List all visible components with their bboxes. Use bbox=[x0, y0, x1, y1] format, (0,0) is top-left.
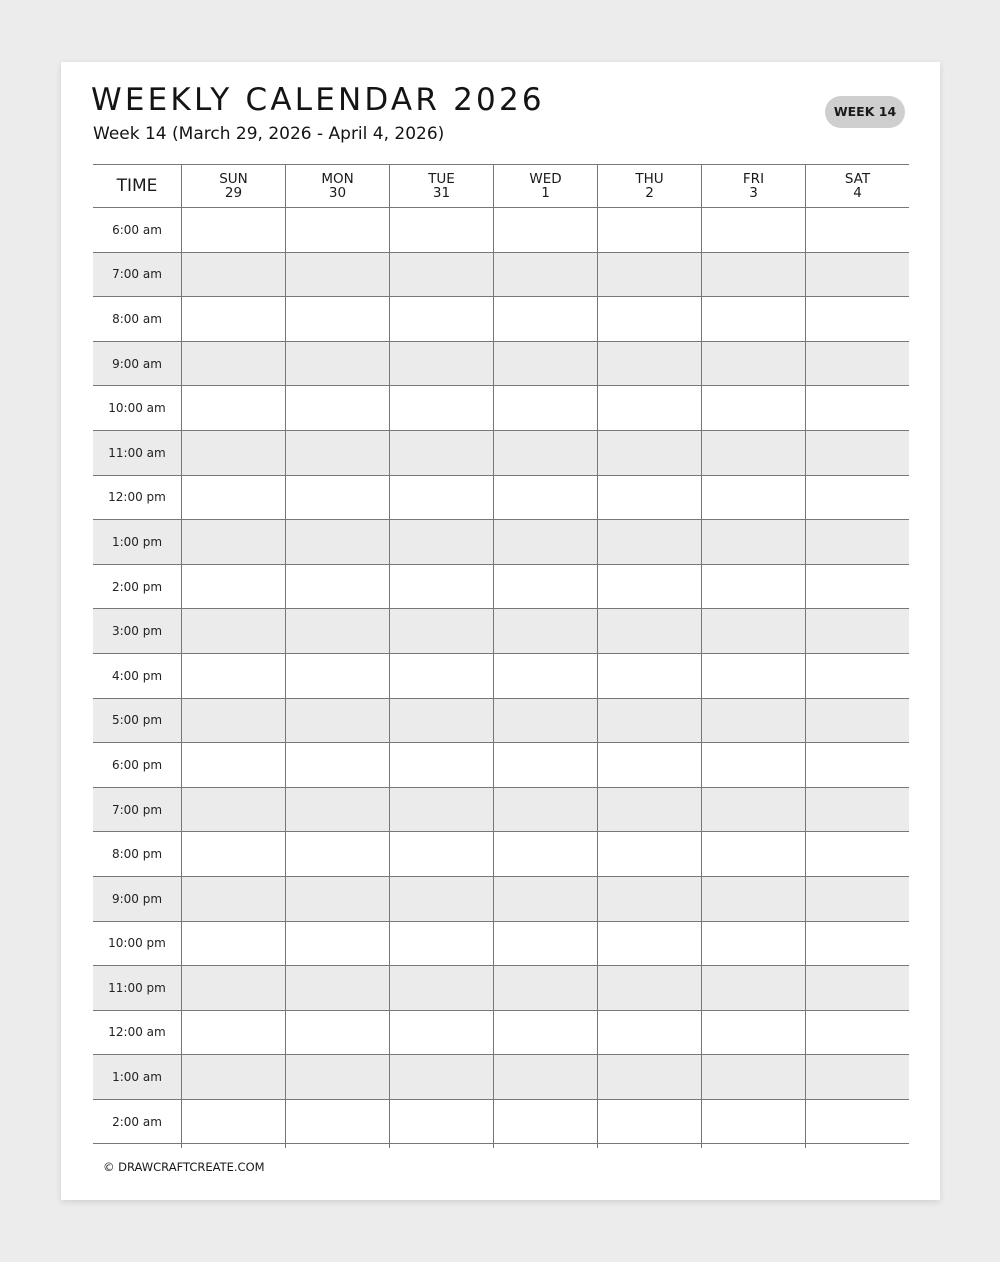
time-row bbox=[93, 922, 909, 967]
slot-cell-tue[interactable] bbox=[389, 877, 493, 921]
slot-cell-fri[interactable] bbox=[701, 208, 805, 252]
slot-cell-sat[interactable] bbox=[805, 1100, 909, 1144]
slot-cell-tue[interactable] bbox=[389, 1100, 493, 1144]
slot-cell-mon[interactable] bbox=[285, 699, 389, 743]
slot-cell-fri[interactable] bbox=[701, 1011, 805, 1055]
day-name: THU bbox=[635, 171, 664, 187]
tail-spacer bbox=[597, 1144, 701, 1148]
slot-cell-sun[interactable] bbox=[181, 1011, 285, 1055]
slot-cell-tue[interactable] bbox=[389, 699, 493, 743]
time-row bbox=[93, 966, 909, 1011]
time-row bbox=[93, 1100, 909, 1145]
slot-cell-thu[interactable] bbox=[597, 476, 701, 520]
slot-cell-fri[interactable] bbox=[701, 476, 805, 520]
slot-cell-wed[interactable] bbox=[493, 253, 597, 297]
tail-spacer bbox=[389, 1144, 493, 1148]
slot-cell-thu[interactable] bbox=[597, 609, 701, 653]
slot-cell-sat[interactable] bbox=[805, 788, 909, 832]
slot-cell-thu[interactable] bbox=[597, 565, 701, 609]
slot-cell-sun[interactable] bbox=[181, 297, 285, 341]
tail-spacer bbox=[93, 1144, 181, 1148]
slot-cell-tue[interactable] bbox=[389, 565, 493, 609]
slot-cell-sat[interactable] bbox=[805, 253, 909, 297]
slot-cell-fri[interactable] bbox=[701, 431, 805, 475]
slot-cell-sat[interactable] bbox=[805, 877, 909, 921]
time-label: 8:00 am bbox=[112, 311, 162, 326]
slot-cell-sun[interactable] bbox=[181, 654, 285, 698]
slot-cell-thu[interactable] bbox=[597, 208, 701, 252]
slot-cell-fri[interactable] bbox=[701, 877, 805, 921]
slot-cell-wed[interactable] bbox=[493, 1011, 597, 1055]
day-name: SUN bbox=[219, 171, 248, 187]
slot-cell-mon[interactable] bbox=[285, 253, 389, 297]
tail-spacer bbox=[701, 1144, 805, 1148]
time-label: 6:00 pm bbox=[111, 757, 163, 772]
slot-cell-fri[interactable] bbox=[701, 1055, 805, 1099]
slot-cell-sun[interactable] bbox=[181, 520, 285, 564]
slot-cell-sun[interactable] bbox=[181, 966, 285, 1010]
slot-cell-sun[interactable] bbox=[181, 253, 285, 297]
slot-cell-sat[interactable] bbox=[805, 1055, 909, 1099]
slot-cell-mon[interactable] bbox=[285, 342, 389, 386]
slot-cell-mon[interactable] bbox=[285, 788, 389, 832]
slot-cell-sat[interactable] bbox=[805, 699, 909, 743]
time-label: 1:00 am bbox=[112, 1070, 162, 1085]
day-header-mon bbox=[285, 165, 389, 207]
slot-cell-sat[interactable] bbox=[805, 297, 909, 341]
slot-cell-tue[interactable] bbox=[389, 253, 493, 297]
slot-cell-mon[interactable] bbox=[285, 832, 389, 876]
slot-cell-fri[interactable] bbox=[701, 565, 805, 609]
slot-cell-sun[interactable] bbox=[181, 386, 285, 430]
slot-cell-fri[interactable] bbox=[701, 253, 805, 297]
day-header-fri bbox=[701, 165, 805, 207]
slot-cell-mon[interactable] bbox=[285, 1055, 389, 1099]
time-label: 9:00 am bbox=[112, 356, 162, 371]
time-row bbox=[93, 609, 909, 654]
day-name: TUE bbox=[428, 171, 455, 187]
day-date: 30 bbox=[328, 185, 347, 201]
slot-cell-sun[interactable] bbox=[181, 922, 285, 966]
time-label: 10:00 pm bbox=[108, 936, 166, 951]
slot-cell-tue[interactable] bbox=[389, 386, 493, 430]
time-label: 7:00 am bbox=[112, 267, 162, 282]
slot-cell-tue[interactable] bbox=[389, 788, 493, 832]
tail-spacer bbox=[285, 1144, 389, 1148]
day-date: 3 bbox=[749, 185, 758, 201]
slot-cell-fri[interactable] bbox=[701, 1100, 805, 1144]
slot-cell-thu[interactable] bbox=[597, 966, 701, 1010]
slot-cell-tue[interactable] bbox=[389, 476, 493, 520]
slot-cell-fri[interactable] bbox=[701, 788, 805, 832]
time-label: 3:00 pm bbox=[111, 624, 163, 639]
day-header-sat bbox=[805, 165, 909, 207]
time-label: 2:00 pm bbox=[111, 579, 163, 594]
slot-cell-mon[interactable] bbox=[285, 208, 389, 252]
slot-cell-sat[interactable] bbox=[805, 386, 909, 430]
slot-cell-wed[interactable] bbox=[493, 431, 597, 475]
slot-cell-sun[interactable] bbox=[181, 788, 285, 832]
slot-cell-thu[interactable] bbox=[597, 297, 701, 341]
time-label: 1:00 pm bbox=[111, 534, 163, 549]
time-label: 11:00 pm bbox=[108, 980, 166, 995]
slot-cell-thu[interactable] bbox=[597, 386, 701, 430]
slot-cell-fri[interactable] bbox=[701, 609, 805, 653]
slot-cell-wed[interactable] bbox=[493, 877, 597, 921]
slot-cell-thu[interactable] bbox=[597, 699, 701, 743]
slot-cell-mon[interactable] bbox=[285, 386, 389, 430]
day-date: 31 bbox=[432, 185, 451, 201]
time-label: 12:00 pm bbox=[108, 490, 166, 505]
slot-cell-wed[interactable] bbox=[493, 476, 597, 520]
time-row bbox=[93, 743, 909, 788]
slot-cell-wed[interactable] bbox=[493, 297, 597, 341]
day-date: 29 bbox=[224, 185, 243, 201]
slot-cell-sat[interactable] bbox=[805, 654, 909, 698]
slot-cell-mon[interactable] bbox=[285, 877, 389, 921]
slot-cell-mon[interactable] bbox=[285, 565, 389, 609]
slot-cell-sat[interactable] bbox=[805, 832, 909, 876]
time-row bbox=[93, 253, 909, 298]
time-label: 4:00 pm bbox=[111, 668, 163, 683]
slot-cell-thu[interactable] bbox=[597, 743, 701, 787]
time-rows bbox=[93, 208, 909, 1144]
slot-cell-sun[interactable] bbox=[181, 208, 285, 252]
slot-cell-tue[interactable] bbox=[389, 832, 493, 876]
copyright-footer: © DRAWCRAFTCREATE.COM bbox=[103, 1160, 265, 1174]
time-label: 11:00 am bbox=[108, 445, 166, 460]
slot-cell-fri[interactable] bbox=[701, 297, 805, 341]
slot-cell-wed[interactable] bbox=[493, 922, 597, 966]
slot-cell-fri[interactable] bbox=[701, 832, 805, 876]
slot-cell-fri[interactable] bbox=[701, 922, 805, 966]
slot-cell-fri[interactable] bbox=[701, 520, 805, 564]
slot-cell-mon[interactable] bbox=[285, 1100, 389, 1144]
time-row bbox=[93, 208, 909, 253]
slot-cell-fri[interactable] bbox=[701, 743, 805, 787]
slot-cell-thu[interactable] bbox=[597, 342, 701, 386]
time-row bbox=[93, 699, 909, 744]
slot-cell-fri[interactable] bbox=[701, 966, 805, 1010]
time-label: 9:00 pm bbox=[111, 891, 163, 906]
slot-cell-fri[interactable] bbox=[701, 699, 805, 743]
slot-cell-sun[interactable] bbox=[181, 832, 285, 876]
slot-cell-fri[interactable] bbox=[701, 386, 805, 430]
slot-cell-wed[interactable] bbox=[493, 788, 597, 832]
tail-spacer bbox=[181, 1144, 285, 1148]
time-row bbox=[93, 342, 909, 387]
time-label: 12:00 am bbox=[108, 1025, 166, 1040]
slot-cell-wed[interactable] bbox=[493, 520, 597, 564]
slot-cell-mon[interactable] bbox=[285, 654, 389, 698]
slot-cell-mon[interactable] bbox=[285, 297, 389, 341]
calendar-grid bbox=[93, 164, 909, 1148]
slot-cell-mon[interactable] bbox=[285, 476, 389, 520]
slot-cell-sat[interactable] bbox=[805, 1011, 909, 1055]
time-row bbox=[93, 431, 909, 476]
day-name: MON bbox=[321, 171, 354, 187]
slot-cell-thu[interactable] bbox=[597, 1011, 701, 1055]
slot-cell-tue[interactable] bbox=[389, 431, 493, 475]
slot-cell-sun[interactable] bbox=[181, 699, 285, 743]
slot-cell-tue[interactable] bbox=[389, 743, 493, 787]
time-row bbox=[93, 476, 909, 521]
day-header-wed bbox=[493, 165, 597, 207]
slot-cell-tue[interactable] bbox=[389, 654, 493, 698]
time-row bbox=[93, 1011, 909, 1056]
time-column-header: TIME bbox=[116, 176, 158, 196]
day-date: 2 bbox=[645, 185, 654, 201]
slot-cell-sun[interactable] bbox=[181, 342, 285, 386]
day-name: SAT bbox=[844, 171, 871, 187]
slot-cell-sun[interactable] bbox=[181, 877, 285, 921]
slot-cell-wed[interactable] bbox=[493, 342, 597, 386]
slot-cell-tue[interactable] bbox=[389, 609, 493, 653]
time-label: 5:00 pm bbox=[111, 713, 163, 728]
slot-cell-sat[interactable] bbox=[805, 208, 909, 252]
slot-cell-wed[interactable] bbox=[493, 699, 597, 743]
slot-cell-wed[interactable] bbox=[493, 654, 597, 698]
time-row bbox=[93, 654, 909, 699]
slot-cell-sun[interactable] bbox=[181, 609, 285, 653]
slot-cell-sun[interactable] bbox=[181, 743, 285, 787]
time-row bbox=[93, 788, 909, 833]
day-header-thu bbox=[597, 165, 701, 207]
time-row bbox=[93, 877, 909, 922]
time-label: 2:00 am bbox=[112, 1114, 162, 1129]
time-row bbox=[93, 565, 909, 610]
slot-cell-sat[interactable] bbox=[805, 922, 909, 966]
slot-cell-tue[interactable] bbox=[389, 520, 493, 564]
tail-spacer bbox=[805, 1144, 909, 1148]
slot-cell-mon[interactable] bbox=[285, 922, 389, 966]
grid-tail bbox=[93, 1144, 909, 1148]
slot-cell-tue[interactable] bbox=[389, 1055, 493, 1099]
time-row bbox=[93, 1055, 909, 1100]
day-name: WED bbox=[529, 171, 562, 187]
slot-cell-mon[interactable] bbox=[285, 520, 389, 564]
day-header-tue bbox=[389, 165, 493, 207]
slot-cell-wed[interactable] bbox=[493, 832, 597, 876]
slot-cell-sat[interactable] bbox=[805, 609, 909, 653]
slot-cell-thu[interactable] bbox=[597, 1055, 701, 1099]
slot-cell-sun[interactable] bbox=[181, 431, 285, 475]
slot-cell-sat[interactable] bbox=[805, 342, 909, 386]
slot-cell-mon[interactable] bbox=[285, 966, 389, 1010]
slot-cell-thu[interactable] bbox=[597, 922, 701, 966]
slot-cell-sat[interactable] bbox=[805, 966, 909, 1010]
slot-cell-wed[interactable] bbox=[493, 565, 597, 609]
slot-cell-wed[interactable] bbox=[493, 743, 597, 787]
slot-cell-wed[interactable] bbox=[493, 966, 597, 1010]
slot-cell-tue[interactable] bbox=[389, 966, 493, 1010]
slot-cell-wed[interactable] bbox=[493, 609, 597, 653]
day-name: FRI bbox=[742, 171, 765, 187]
slot-cell-fri[interactable] bbox=[701, 654, 805, 698]
slot-cell-sun[interactable] bbox=[181, 1100, 285, 1144]
slot-cell-wed[interactable] bbox=[493, 1055, 597, 1099]
week-badge: WEEK 14 bbox=[825, 96, 905, 128]
slot-cell-sat[interactable] bbox=[805, 431, 909, 475]
slot-cell-thu[interactable] bbox=[597, 520, 701, 564]
slot-cell-thu[interactable] bbox=[597, 788, 701, 832]
slot-cell-tue[interactable] bbox=[389, 342, 493, 386]
day-date: 4 bbox=[853, 185, 862, 201]
slot-cell-tue[interactable] bbox=[389, 922, 493, 966]
slot-cell-tue[interactable] bbox=[389, 208, 493, 252]
slot-cell-sat[interactable] bbox=[805, 520, 909, 564]
slot-cell-wed[interactable] bbox=[493, 208, 597, 252]
slot-cell-mon[interactable] bbox=[285, 743, 389, 787]
slot-cell-mon[interactable] bbox=[285, 609, 389, 653]
time-label: 6:00 am bbox=[112, 222, 162, 237]
slot-cell-fri[interactable] bbox=[701, 342, 805, 386]
slot-cell-sun[interactable] bbox=[181, 565, 285, 609]
slot-cell-wed[interactable] bbox=[493, 386, 597, 430]
slot-cell-mon[interactable] bbox=[285, 1011, 389, 1055]
slot-cell-sun[interactable] bbox=[181, 1055, 285, 1099]
slot-cell-sat[interactable] bbox=[805, 476, 909, 520]
slot-cell-tue[interactable] bbox=[389, 297, 493, 341]
slot-cell-thu[interactable] bbox=[597, 431, 701, 475]
time-label: 7:00 pm bbox=[111, 802, 163, 817]
slot-cell-sun[interactable] bbox=[181, 476, 285, 520]
slot-cell-wed[interactable] bbox=[493, 1100, 597, 1144]
slot-cell-thu[interactable] bbox=[597, 1100, 701, 1144]
time-row bbox=[93, 297, 909, 342]
slot-cell-thu[interactable] bbox=[597, 877, 701, 921]
slot-cell-thu[interactable] bbox=[597, 253, 701, 297]
header-row bbox=[93, 164, 909, 208]
slot-cell-thu[interactable] bbox=[597, 654, 701, 698]
slot-cell-mon[interactable] bbox=[285, 431, 389, 475]
slot-cell-sat[interactable] bbox=[805, 743, 909, 787]
time-row bbox=[93, 386, 909, 431]
calendar-page bbox=[61, 62, 940, 1200]
time-label: 10:00 am bbox=[108, 401, 166, 416]
slot-cell-tue[interactable] bbox=[389, 1011, 493, 1055]
slot-cell-sat[interactable] bbox=[805, 565, 909, 609]
page-title: WEEKLY CALENDAR 2026 bbox=[91, 82, 545, 118]
slot-cell-thu[interactable] bbox=[597, 832, 701, 876]
tail-spacer bbox=[493, 1144, 597, 1148]
time-row bbox=[93, 520, 909, 565]
day-date: 1 bbox=[541, 185, 550, 201]
week-range-subtitle: Week 14 (March 29, 2026 - April 4, 2026) bbox=[93, 124, 445, 144]
time-row bbox=[93, 832, 909, 877]
day-header-sun bbox=[181, 165, 285, 207]
time-label: 8:00 pm bbox=[111, 847, 163, 862]
